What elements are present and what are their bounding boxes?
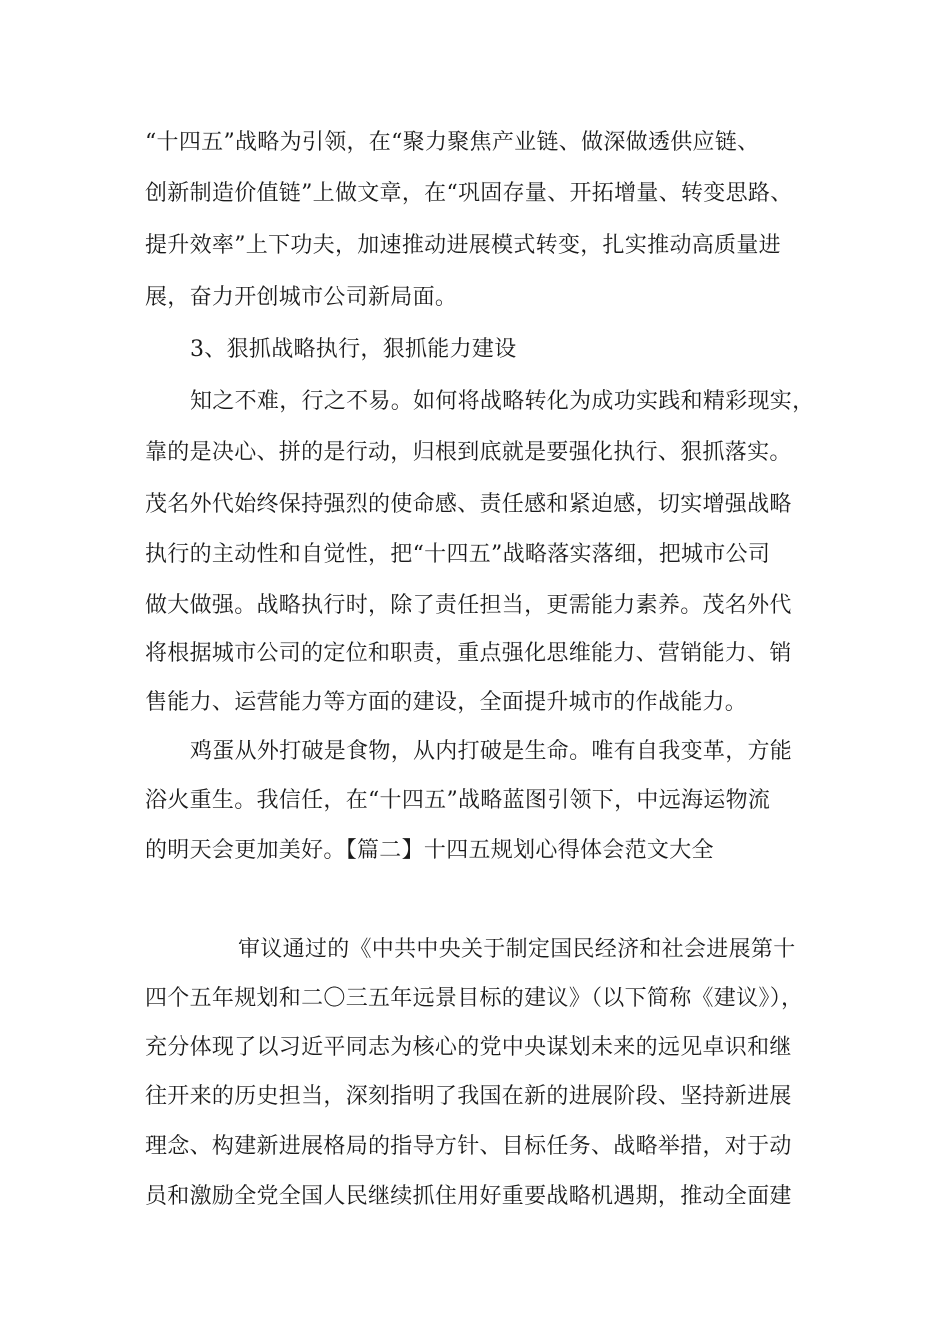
paragraph-4-line-5: 理念、构建新进展格局的指导方针、目标任务、战略举措，对于动 xyxy=(145,1134,792,1159)
paragraph-4-line-3: 充分体现了以习近平同志为核心的党中央谋划未来的远见卓识和继 xyxy=(145,1035,792,1060)
paragraph-4-line-2: 四个五年规划和二〇三五年远景目标的建议》（以下简称《建议》）， xyxy=(145,986,804,1011)
paragraph-2-line-4: 执行的主动性和自觉性，把“十四五”战略落实落细，把城市公司 xyxy=(145,542,771,567)
paragraph-1-line-1: “十四五”战略为引领，在“聚力聚焦产业链、做深做透供应链、 xyxy=(145,130,760,155)
paragraph-1-line-4: 展，奋力开创城市公司新局面。 xyxy=(145,285,458,310)
paragraph-3-line-1: 鸡蛋从外打破是食物，从内打破是生命。唯有自我变革，方能 xyxy=(190,739,793,764)
paragraph-4-line-1: 审议通过的《中共中央关于制定国民经济和社会进展第十 xyxy=(238,937,796,962)
paragraph-4-line-6: 员和激励全党全国人民继续抓住用好重要战略机遇期，推动全面建 xyxy=(145,1184,792,1209)
paragraph-1-line-3: 提升效率”上下功夫，加速推动进展模式转变，扎实推动高质量进 xyxy=(145,233,781,258)
paragraph-3-line-3: 的明天会更加美好。【篇二】十四五规划心得体会范文大全 xyxy=(145,838,714,863)
paragraph-4-line-4: 往开来的历史担当，深刻指明了我国在新的进展阶段、坚持新进展 xyxy=(145,1084,792,1109)
section-heading-3: 3、狠抓战略执行，狠抓能力建设 xyxy=(190,337,517,362)
paragraph-2-line-3: 茂名外代始终保持强烈的使命感、责任感和紧迫感，切实增强战略 xyxy=(145,492,792,517)
paragraph-2-line-5: 做大做强。战略执行时，除了责任担当，更需能力素养。茂名外代 xyxy=(145,593,792,618)
paragraph-3-line-2: 浴火重生。我信任，在“十四五”战略蓝图引领下，中远海运物流 xyxy=(145,788,771,813)
paragraph-2-line-6: 将根据城市公司的定位和职责，重点强化思维能力、营销能力、销 xyxy=(145,641,792,666)
paragraph-2-line-2: 靠的是决心、拼的是行动，归根到底就是要强化执行、狠抓落实。 xyxy=(145,440,792,465)
paragraph-1-line-2: 创新制造价值链”上做文章，在“巩固存量、开拓增量、转变思路、 xyxy=(145,181,793,206)
paragraph-2-line-1: 知之不难，行之不易。如何将战略转化为成功实践和精彩现实， xyxy=(190,389,815,414)
paragraph-2-line-7: 售能力、运营能力等方面的建设，全面提升城市的作战能力。 xyxy=(145,690,748,715)
